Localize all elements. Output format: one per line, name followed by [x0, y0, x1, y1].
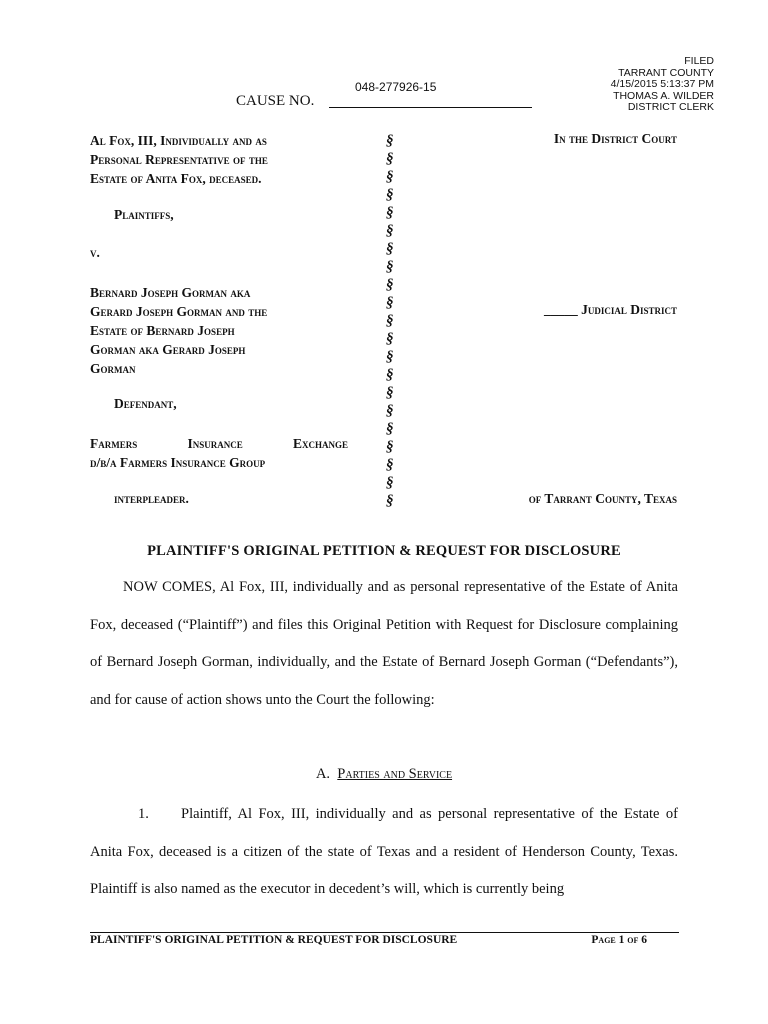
stamp-line: DISTRICT CLERK [627, 101, 714, 113]
section-symbol: § [386, 421, 394, 437]
section-symbol: § [386, 259, 394, 275]
section-symbol: § [386, 277, 394, 293]
defendant-line: Gerard Joseph Gorman and the [90, 304, 268, 319]
defendant-line: Estate of Bernard Joseph [90, 323, 235, 338]
interpleader-block [90, 434, 348, 472]
footer [90, 934, 679, 946]
stamp-line: FILED [684, 55, 714, 67]
defendant-line: Bernard Joseph Gorman aka [90, 285, 251, 300]
defendant-line: Gorman [90, 361, 136, 376]
cause-label: CAUSE NO. [236, 93, 315, 109]
defendant-line: Gorman aka Gerard Joseph [90, 342, 246, 357]
section-symbol: § [386, 133, 394, 149]
section-symbol: § [386, 295, 394, 311]
filing-stamp [611, 56, 714, 114]
section-symbol: § [386, 367, 394, 383]
plaintiff-line: Estate of Anita Fox, deceased. [90, 171, 262, 186]
section-symbol-column [386, 132, 400, 510]
footer-title: PLAINTIFF'S ORIGINAL PETITION & REQUEST FOR DISCLOSURE [90, 934, 458, 946]
cause-underline [329, 107, 532, 108]
section-symbol: § [386, 493, 394, 509]
section-symbol: § [386, 331, 394, 347]
paragraph-1 [90, 796, 678, 909]
court-judicial-district: _____ Judicial District [543, 302, 677, 317]
plaintiffs-label: Plaintiffs, [114, 207, 174, 222]
court-top: In the District Court [553, 131, 677, 146]
section-symbol: § [386, 187, 394, 203]
section-a-heading [0, 766, 768, 783]
document-title: PLAINTIFF'S ORIGINAL PETITION & REQUEST FOR DISCLOSURE [147, 543, 621, 559]
defendant-block [90, 283, 348, 378]
section-symbol: § [386, 385, 394, 401]
section-symbol: § [386, 151, 394, 167]
plaintiff-line: Al Fox, III, Individually and as [90, 133, 267, 148]
section-symbol: § [386, 403, 394, 419]
plaintiff-line: Personal Representative of the [90, 152, 268, 167]
section-symbol: § [386, 349, 394, 365]
section-a-letter: A. [315, 766, 331, 782]
section-symbol: § [386, 475, 394, 491]
paragraph-text: Plaintiff, Al Fox, III, individually and as personal representative of the Estate of Anita Fox, deceased is a citizen of the state of Texas and a resident of Henderson County, Texas. Plaintiff is also named as the executor in decedent’s will, which is currently being [90, 806, 678, 897]
section-symbol: § [386, 439, 394, 455]
intro-paragraph: NOW COMES, Al Fox, III, individually and as personal representative of the Estate of Anita Fox, deceased (“Plaintiff”) and files this Original Petition with Request for Disclosure complaining of Bernard Joseph Gorman, individually, and the Estate of Bernard Joseph Gorman (“Defendants”), and for cause of action shows unto the Court the following: [90, 579, 678, 708]
paragraph-number: 1. [138, 806, 149, 822]
versus: v. [90, 245, 100, 260]
section-symbol: § [386, 241, 394, 257]
interpleader-line: Farmers Insurance Exchange [90, 436, 348, 451]
defendant-label: Defendant, [114, 396, 177, 411]
section-symbol: § [386, 169, 394, 185]
page-number: Page 1 of 6 [591, 934, 647, 946]
section-symbol: § [386, 457, 394, 473]
stamp-line: THOMAS A. WILDER [613, 89, 714, 102]
footer-rule [90, 932, 679, 933]
section-a-title: Parties and Service [337, 766, 453, 782]
stamp-line: 4/15/2015 5:13:37 PM [610, 78, 714, 90]
interpleader-line: d/b/a Farmers Insurance Group [90, 455, 266, 470]
section-symbol: § [386, 205, 394, 221]
section-symbol: § [386, 313, 394, 329]
stamp-line: TARRANT COUNTY [618, 66, 714, 79]
court-county: of Tarrant County, Texas [528, 491, 677, 506]
cause-number: 048-277926-15 [355, 80, 437, 94]
interpleader-label: interpleader. [114, 491, 189, 506]
plaintiff-block [90, 131, 348, 188]
section-symbol: § [386, 223, 394, 239]
